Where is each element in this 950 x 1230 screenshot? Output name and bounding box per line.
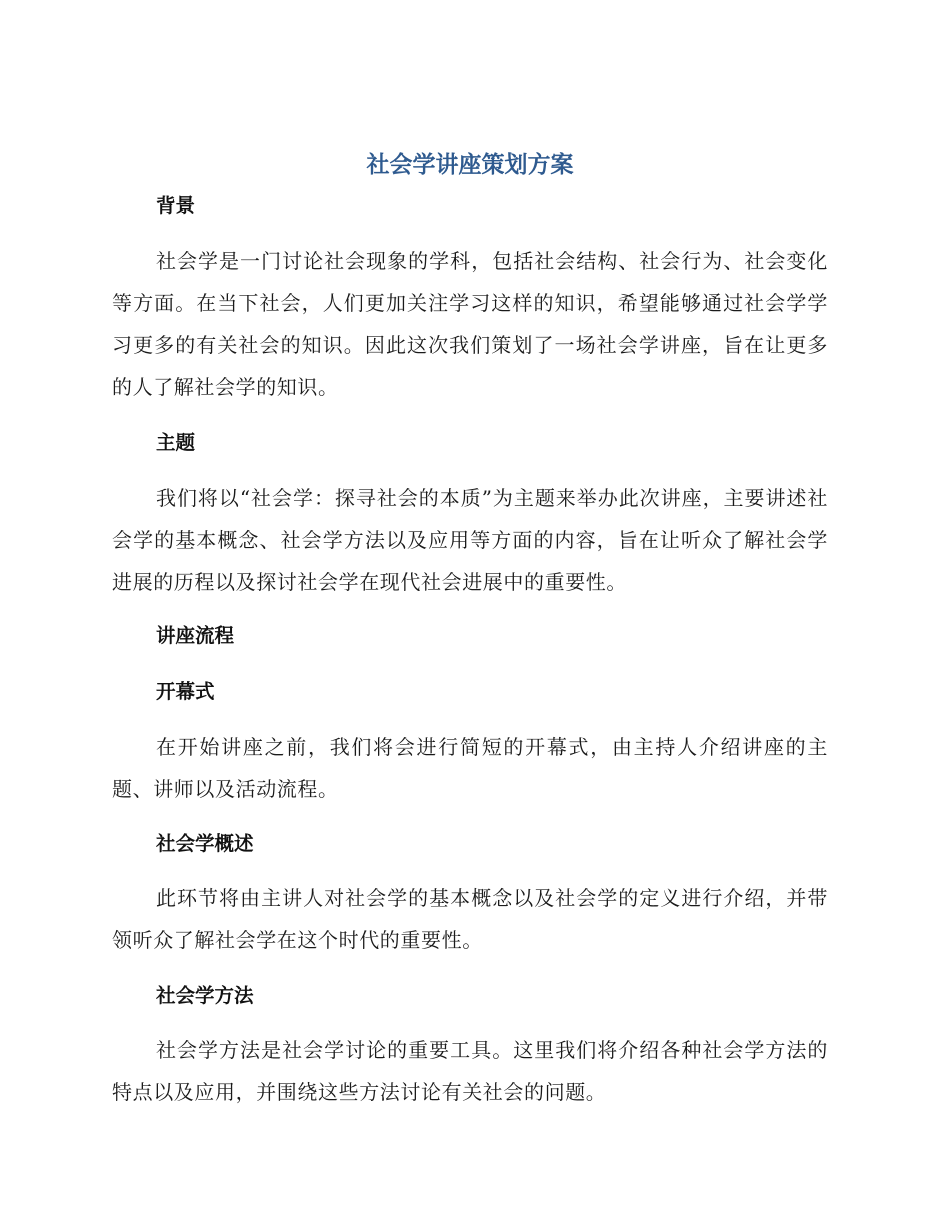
section-body-overview: 此环节将由主讲人对社会学的基本概念以及社会学的定义进行介绍，并带领听众了解社会学在这个时代的重要性。 — [112, 886, 828, 952]
section-heading-theme: 主题 — [156, 431, 196, 454]
section-body-methods: 社会学方法是社会学讨论的重要工具。这里我们将介绍各种社会学方法的特点以及应用，并围绕这些方法讨论有关社会的问题。 — [112, 1038, 828, 1104]
section-body-theme: 我们将以“社会学：探寻社会的本质”为主题来举办此次讲座，主要讲述社会学的基本概念、社会学方法以及应用等方面的内容，旨在让听众了解社会学进展的历程以及探讨社会学在现代社会进展中的重要性。 — [112, 486, 828, 594]
section-heading-lecture-flow: 讲座流程 — [156, 624, 235, 647]
section-heading-overview: 社会学概述 — [156, 832, 254, 855]
section-heading-background: 背景 — [156, 194, 196, 217]
section-body-background: 社会学是一门讨论社会现象的学科，包括社会结构、社会行为、社会变化等方面。在当下社会，人们更加关注学习这样的知识，希望能够通过社会学学习更多的有关社会的知识。因此这次我们策划了一场社会学讲座，旨在让更多的人了解社会学的知识。 — [112, 249, 828, 399]
document-title: 社会学讲座策划方案 — [366, 152, 574, 178]
section-heading-methods: 社会学方法 — [156, 984, 254, 1007]
section-body-opening: 在开始讲座之前，我们将会进行简短的开幕式，由主持人介绍讲座的主题、讲师以及活动流程。 — [112, 735, 828, 801]
section-heading-opening: 开幕式 — [156, 680, 215, 703]
